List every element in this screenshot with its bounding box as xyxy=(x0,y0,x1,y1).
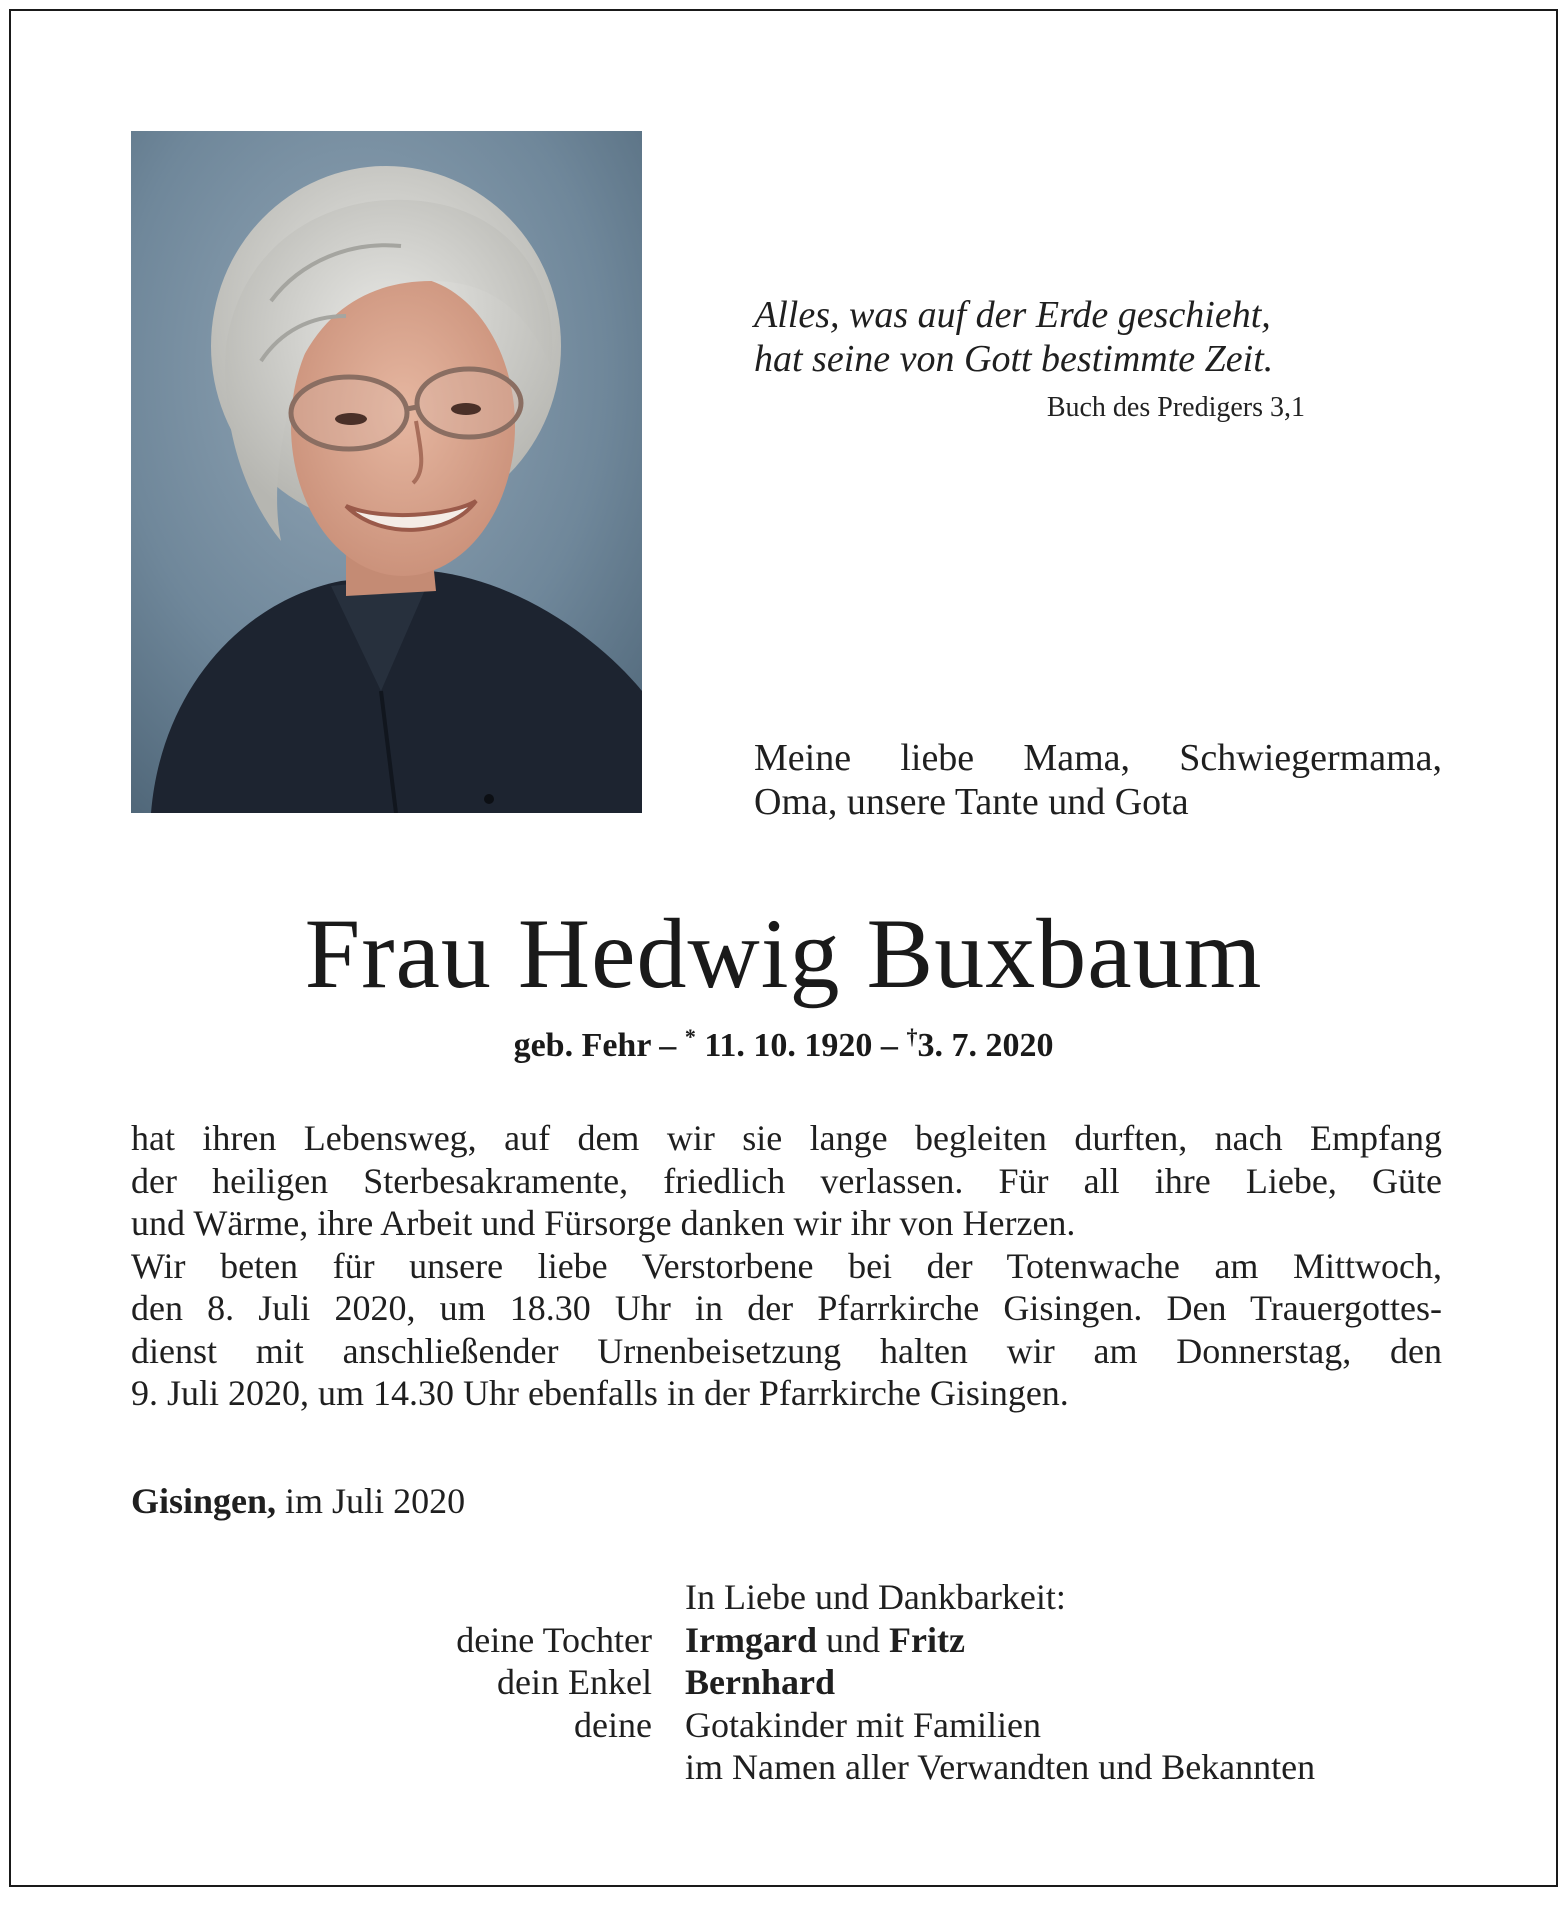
life-dates xyxy=(11,1017,1556,1066)
mourners-heading: In Liebe und Dankbarkeit: xyxy=(685,1577,1066,1617)
mourner-text: im Namen aller Verwandten und Bekannten xyxy=(685,1747,1316,1787)
body-line: und Wärme, ihre Arbeit und Fürsorge danken wir ihr von Herzen. xyxy=(131,1203,1076,1243)
place-date xyxy=(131,1480,465,1522)
mourner-relation: deine Tochter xyxy=(456,1619,652,1660)
quote-source: Buch des Predigers 3,1 xyxy=(1046,392,1305,423)
mourner-name: Fritz xyxy=(888,1619,965,1660)
mourner-row xyxy=(11,1704,1556,1747)
birth-date: 11. 10. 1920 – xyxy=(704,1027,898,1064)
mourner-relation: dein Enkel xyxy=(497,1662,652,1702)
mourner-joiner: und xyxy=(825,1619,880,1660)
place-town: Gisingen, xyxy=(131,1481,277,1521)
body-line: dienst mit anschließender Urnenbeisetzung halten wir am Donnerstag, den xyxy=(131,1330,1442,1371)
bible-quote xyxy=(754,293,1273,381)
mourner-name: Irmgard xyxy=(685,1619,817,1660)
obituary-body xyxy=(131,1117,1442,1415)
maiden-name: geb. Fehr – xyxy=(513,1027,677,1064)
portrait-image xyxy=(131,131,642,813)
body-line: Wir beten für unsere liebe Verstorbene bei der Totenwache am Mittwoch, xyxy=(131,1245,1442,1286)
intro-line: Meine liebe Mama, Schwiegermama, xyxy=(754,737,1442,779)
quote-line: Alles, was auf der Erde geschieht, xyxy=(754,294,1271,336)
birth-symbol: * xyxy=(684,1024,696,1049)
mourner-relation: deine xyxy=(574,1704,652,1745)
death-symbol: † xyxy=(906,1024,918,1049)
deceased-name: Frau Hedwig Buxbaum xyxy=(304,898,1263,1009)
mourner-name: Bernhard xyxy=(685,1662,836,1702)
intro-text xyxy=(754,736,1442,824)
quote-line: hat seine von Gott bestimmte Zeit. xyxy=(754,338,1274,380)
body-line: den 8. Juli 2020, um 18.30 Uhr in der Pfarrkirche Gisingen. Den Trauergottes- xyxy=(131,1288,1442,1328)
mourner-names xyxy=(685,1619,965,1662)
mourner-row xyxy=(11,1661,1556,1704)
obituary-notice xyxy=(9,9,1558,1887)
intro-line: Oma, unsere Tante und Gota xyxy=(754,781,1189,823)
place-date-text: im Juli 2020 xyxy=(285,1481,466,1521)
mourner-text: Gotakinder mit Familien xyxy=(685,1704,1041,1745)
mourners-block xyxy=(11,1576,1556,1789)
body-line: der heiligen Sterbesakramente, friedlich verlassen. Für all ihre Liebe, Güte xyxy=(131,1160,1442,1201)
portrait-photo xyxy=(131,131,642,813)
mourner-names xyxy=(685,1661,835,1704)
body-line: hat ihren Lebensweg, auf dem wir sie lange begleiten durften, nach Empfang xyxy=(131,1118,1442,1158)
death-date: 3. 7. 2020 xyxy=(917,1027,1054,1064)
mourner-row xyxy=(11,1746,1556,1789)
mourner-row xyxy=(11,1619,1556,1662)
body-line: 9. Juli 2020, um 14.30 Uhr ebenfalls in der Pfarrkirche Gisingen. xyxy=(131,1373,1069,1413)
mourners-heading-row xyxy=(11,1576,1556,1619)
